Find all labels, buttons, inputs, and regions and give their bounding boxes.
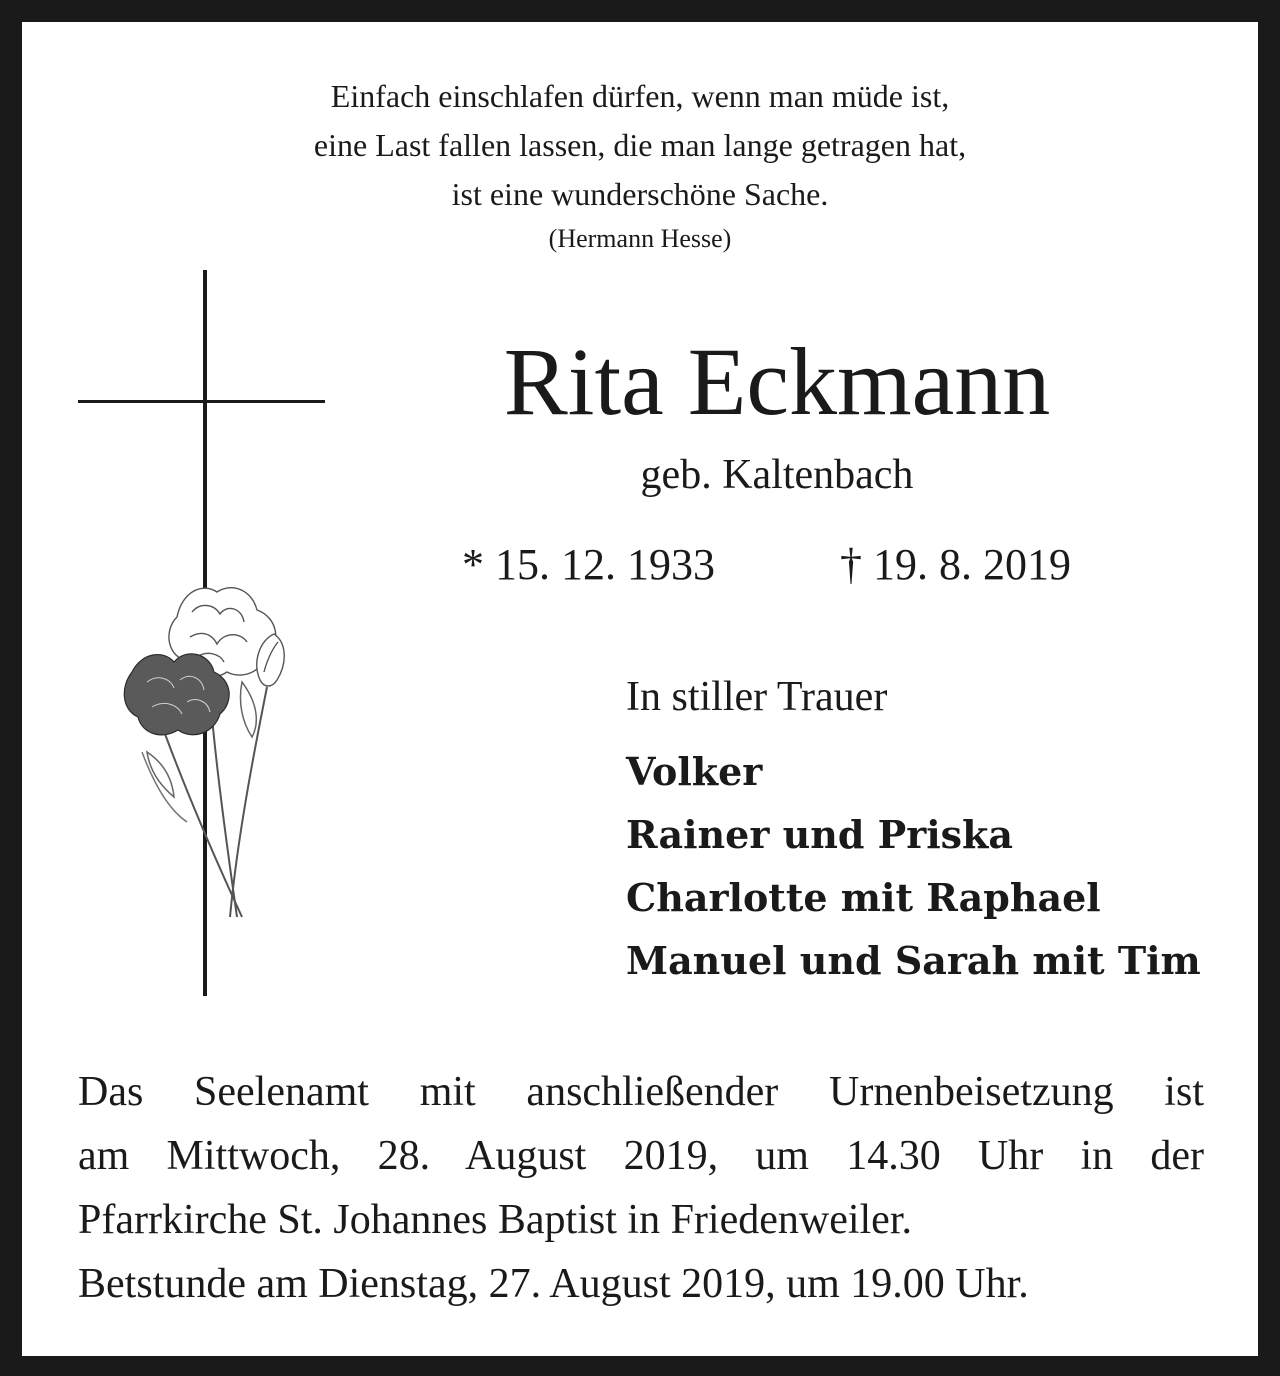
notice-line: am Mittwoch, 28. August 2019, um 14.30 Uhr in der bbox=[78, 1133, 1204, 1179]
quote-block bbox=[22, 72, 1258, 259]
quote-line: ist eine wunderschöne Sache. bbox=[451, 176, 829, 212]
notice-line: Pfarrkirche St. Johannes Baptist in Friedenweiler. bbox=[78, 1197, 912, 1243]
death-date: † 19. 8. 2019 bbox=[840, 540, 1071, 589]
mourner-name: Manuel und Sarah mit Tim bbox=[626, 938, 1201, 983]
mourner-name: Charlotte mit Raphael bbox=[626, 875, 1101, 920]
notice-line: Das Seelenamt mit anschließender Urnenbeisetzung ist bbox=[78, 1069, 1204, 1115]
birth-date: * 15. 12. 1933 bbox=[462, 540, 715, 589]
quote-line: Einfach einschlafen dürfen, wenn man müde ist, bbox=[330, 78, 950, 114]
mourner-name: Volker bbox=[626, 749, 763, 794]
mourners-intro: In stiller Trauer bbox=[626, 674, 888, 720]
service-notice bbox=[78, 1060, 1204, 1316]
deceased-name: Rita Eckmann bbox=[503, 328, 1051, 435]
carnation-flowers-icon bbox=[102, 562, 322, 942]
obituary-card bbox=[22, 22, 1258, 1356]
mourner-name: Rainer und Priska bbox=[626, 812, 1013, 857]
birth-name: geb. Kaltenbach bbox=[640, 452, 914, 498]
quote-author: (Hermann Hesse) bbox=[548, 224, 732, 253]
cross-icon-bar bbox=[78, 400, 325, 403]
quote-line: eine Last fallen lassen, die man lange getragen hat, bbox=[313, 127, 967, 163]
notice-line: Betstunde am Dienstag, 27. August 2019, um 19.00 Uhr. bbox=[78, 1261, 1029, 1307]
mourners-block bbox=[626, 672, 1201, 992]
